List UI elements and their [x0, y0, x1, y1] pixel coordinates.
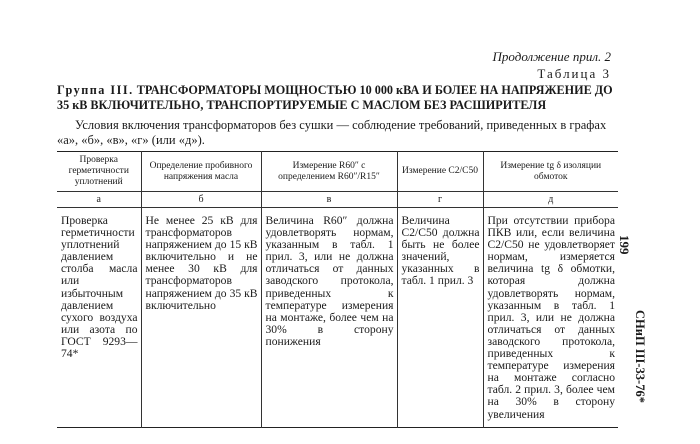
header-cell: Измерение R60″ с определением R60″/R15″	[261, 152, 397, 192]
page-number: 199	[617, 235, 632, 255]
cell-r60: Величина R60″ должна удовлетворять нормам, указанным в табл. 1 прил. 3, или не должна отличаться от данных заводского протокола, приведенных к температуре измерения на монтаже, более чем на 30% в сторону понижения	[261, 208, 397, 428]
title-text: ТРАНСФОРМАТОРЫ МОЩНОСТЬЮ 10 000 кВА И БОЛЕЕ НА НАПРЯЖЕНИЕ ДО 35 кВ ВКЛЮЧИТЕЛЬНО, ТРАНСПОРТИРУЕМЫЕ С МАСЛОМ БЕЗ РАСШИРИТЕЛЯ	[57, 83, 613, 112]
table-title	[57, 83, 617, 113]
continuation-label: Продолжение прил. 2	[492, 49, 611, 64]
letter-cell: д	[483, 192, 618, 208]
letter-cell: г	[397, 192, 483, 208]
letter-cell: в	[261, 192, 397, 208]
document-code: СНиП III-33-76*	[633, 310, 647, 403]
table-row	[57, 208, 618, 428]
header-cell: Проверка герметичности уплотнений	[57, 152, 141, 192]
cell-breakdown-voltage: Не менее 25 кВ для трансформаторов напряжением до 15 кВ включительно и не менее 30 кВ для трансформаторов напряжением до 35 кВ включительно	[141, 208, 261, 428]
letter-cell: а	[57, 192, 141, 208]
header-cell: Определение пробивного напряжения масла	[141, 152, 261, 192]
cell-seal-check: Проверка герметичности уплотнений давлением столба масла или избыточным давлением сухого воздуха или азота по ГОСТ 9293—74*	[57, 208, 141, 428]
requirements-table	[57, 151, 618, 428]
letter-row	[57, 192, 618, 208]
letter-cell: б	[141, 192, 261, 208]
title-group: Группа III.	[57, 83, 134, 97]
table-number: Таблица 3	[537, 66, 611, 81]
header-cell: Измерение tg δ изоляции обмоток	[483, 152, 618, 192]
header-row	[57, 152, 618, 192]
cell-tg-delta: При отсутствии прибора ПКВ или, если величина C2/C50 не удовлетворяет нормам, измеряется величина tg δ обмотки, которая должна удовлетворять нормам, указанным в табл. 1 прил. 3, или не должна отличаться от данных заводского протокола, приведенных к температуре измерения на монтаже согласно табл. 2 прил. 3, более чем на 30% в сторону увеличения	[483, 208, 618, 428]
intro-text: Условия включения трансформаторов без сушки — соблюдение требований, приведенных в графах «а», «б», «в», «г» (или «д»).	[57, 118, 607, 147]
header-cell: Измерение C2/C50	[397, 152, 483, 192]
cell-c2-c50: Величина C2/C50 должна быть не более значений, указанных в табл. 1 прил. 3	[397, 208, 483, 428]
